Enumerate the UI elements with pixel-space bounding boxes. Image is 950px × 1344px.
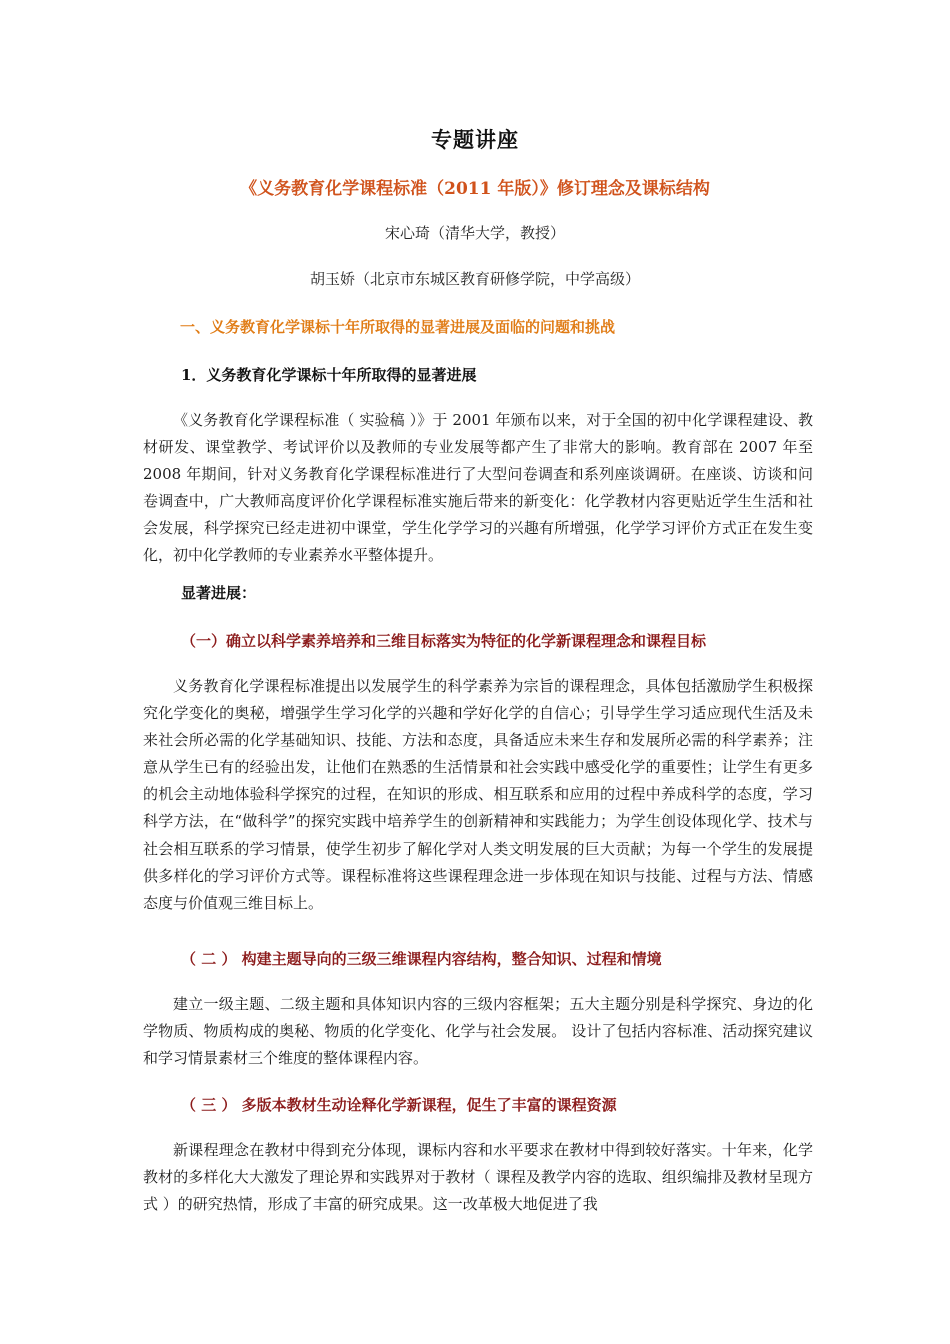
author-line-2: 胡玉娇（北京市东城区教育研修学院，中学高级） xyxy=(309,270,640,288)
subheading-two: （ 二 ） 构建主题导向的三级三维课程内容结构，整合知识、过程和情境 xyxy=(181,950,662,968)
paragraph-curriculum-concept: 义务教育化学课程标准提出以发展学生的科学素养为宗旨的课程理念，具体包括激励学生积极探究化学变化的奥秘，增强学生学习化学的兴趣和学好化学的自信心；引导学生学习适应现代生活及未来社会所必需的化学基础知识、技能、方法和态度，具备适应未来生存和发展所必需的科学素养；注意从学生已有的经验出发，让他们在熟悉的生活情景和社会实践中感受化学的重要性；让学生有更多的机会主动地体验科学探究的过程，在知识的形成、相互联系和应用的过程中养成科学的态度，学习科学方法，在“做科学”的探究实践中培养学生的创新精神和实践能力；为学生创设体现化学、技术与社会相互联系的学习情景，使学生初步了解化学对人类文明发展的巨大贡献；为每一个学生的发展提供多样化的学习评价方式等。课程标准将这些课程理念进一步体现在知识与技能、过程与方法、情感态度与价值观三维目标上。 xyxy=(143,677,813,912)
author-line-1: 宋心琦（清华大学，教授） xyxy=(384,224,565,242)
paragraph-intro: 《义务教育化学课程标准（ 实验稿 ）》于 2001 年颁布以来，对于全国的初中化学课程建设、教材研发、课堂教学、考试评价以及教师的专业发展等都产生了非常大的影响。教育部在 2007 年至 2008 年期间，针对义务教育化学课程标准进行了大型问卷调查和系列座谈调研。在座谈、访谈和问卷调查中，广大教师高度评价化学课程标准实施后带来的新变化：化学教材内容更贴近学生生活和社会发展，科学探究已经走进初中课堂，学生化学学习的兴趣有所增强，化学学习评价方式正在发生变化，初中化学教师的专业素养水平整体提升。 xyxy=(143,411,813,565)
progress-label: 显著进展： xyxy=(181,584,257,602)
section-heading: 一、义务教育化学课标十年所取得的显著进展及面临的问题和挑战 xyxy=(180,318,616,336)
paragraph-content-structure: 建立一级主题、二级主题和具体知识内容的三级内容框架；五大主题分别是科学探究、身边的化学物质、物质构成的奥秘、物质的化学变化、化学与社会发展。 设计了包括内容标准、活动探究建议和学习情景素材三个维度的整体课程内容。 xyxy=(143,995,813,1068)
subsection-heading: 1．义务教育化学课标十年所取得的显著进展 xyxy=(181,366,477,384)
document-title: 专题讲座 xyxy=(431,127,519,152)
paragraph-textbooks: 新课程理念在教材中得到充分体现，课标内容和水平要求在教材中得到较好落实。十年来，化学教材的多样化大大激发了理论界和实践界对于教材（ 课程及教学内容的选取、组织编排及教材呈现方式 ）的研究热情，形成了丰富的研究成果。这一改革极大地促进了我 xyxy=(143,1141,813,1214)
subheading-one: （一）确立以科学素养培养和三维目标落实为特征的化学新课程理念和课程目标 xyxy=(181,632,707,650)
document-subtitle: 《义务教育化学课程标准（2011 年版）》修订理念及课标结构 xyxy=(240,179,710,199)
subheading-three: （ 三 ） 多版本教材生动诠释化学新课程，促生了丰富的课程资源 xyxy=(181,1096,617,1114)
